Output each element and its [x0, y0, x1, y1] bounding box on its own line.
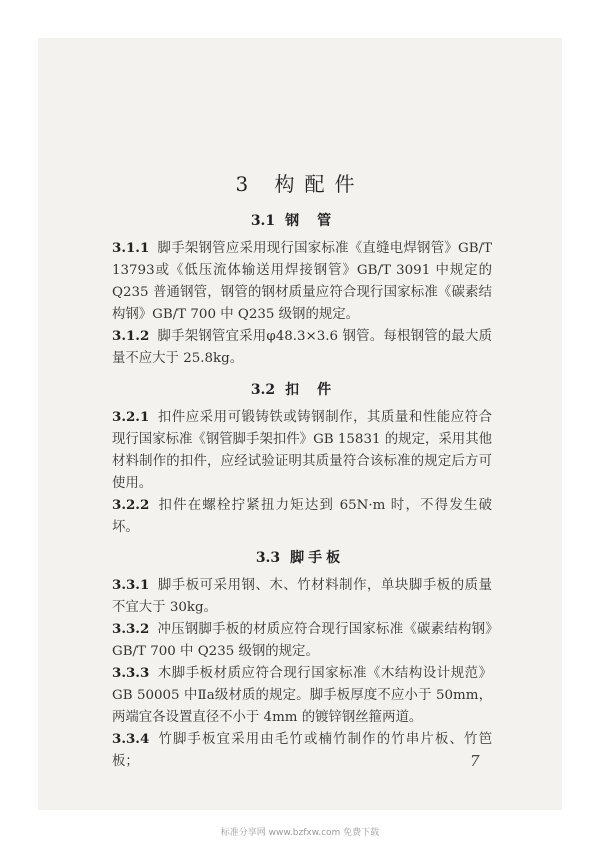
clause-number: 3.3.2 — [112, 621, 150, 637]
clause-text: 冲压钢脚手板的材质应符合现行国家标准《碳素结构钢》GB/T 700 中 Q235 级钢的规定。 — [112, 622, 492, 659]
clause-number: 3.1.1 — [112, 240, 150, 256]
chapter-title — [0, 168, 600, 197]
chapter-number: 3 — [235, 172, 259, 196]
clause-text: 脚手板可采用钢、木、竹材料制作，单块脚手板的质量不宜大于 30kg。 — [112, 578, 492, 615]
clause-3-2-2 — [112, 494, 492, 539]
clause-number: 3.1.2 — [112, 328, 150, 344]
section-heading-3-2: 3.2 扣件 — [250, 382, 350, 398]
clause-3-1-2 — [112, 325, 492, 370]
clause-text: 脚手架钢管宜采用φ48.3×3.6 钢管。每根钢管的最大质量不应大于 25.8kg。 — [112, 329, 492, 366]
clause-number: 3.3.4 — [112, 731, 150, 747]
page-number: 7 — [470, 752, 480, 770]
clause-text: 扣件在螺栓拧紧扭力矩达到 65N·m 时，不得发生破坏。 — [112, 498, 492, 535]
section-heading-3-3: 3.3 脚手板 — [255, 550, 345, 566]
clause-3-3-2 — [112, 618, 492, 663]
footer-watermark: 标准分享网 www.bzfxw.com 免费下载 — [220, 828, 380, 838]
clause-text: 竹脚手板宜采用由毛竹或楠竹制作的竹串片板、竹笆板； — [112, 732, 492, 769]
chapter-name: 构配件 — [274, 172, 365, 196]
clause-3-3-4 — [112, 728, 492, 773]
clause-3-1-1 — [112, 237, 492, 326]
clause-text: 脚手架钢管应采用现行国家标准《直缝电焊钢管》GB/T 13793或《低压流体输送用焊接钢管》GB/T 3091 中规定的 Q235 普通钢管，钢管的钢材质量应符合现行国家标准《碳素结构钢》GB/T 700 中 Q235 级钢的规定。 — [112, 241, 492, 322]
section-heading-3-1: 3.1 钢管 — [250, 213, 350, 229]
clause-number: 3.3.1 — [112, 577, 150, 593]
clause-3-3-1 — [112, 574, 492, 619]
clause-number: 3.2.2 — [112, 497, 150, 513]
clause-3-2-1 — [112, 406, 492, 495]
clause-text: 扣件应采用可锻铸铁或铸钢制作，其质量和性能应符合现行国家标准《钢管脚手架扣件》GB 15831 的规定，采用其他材料制作的扣件，应经试验证明其质量符合该标准的规定后方可使用。 — [112, 410, 492, 491]
clause-3-3-3 — [112, 662, 492, 729]
clause-number: 3.3.3 — [112, 665, 150, 681]
clause-text: 木脚手板材质应符合现行国家标准《木结构设计规范》GB 50005 中Ⅱa级材质的规定。脚手板厚度不应小于 50mm，两端宜各设置直径不小于 4mm 的镀锌钢丝箍两道。 — [112, 666, 492, 725]
clause-number: 3.2.1 — [112, 409, 150, 425]
